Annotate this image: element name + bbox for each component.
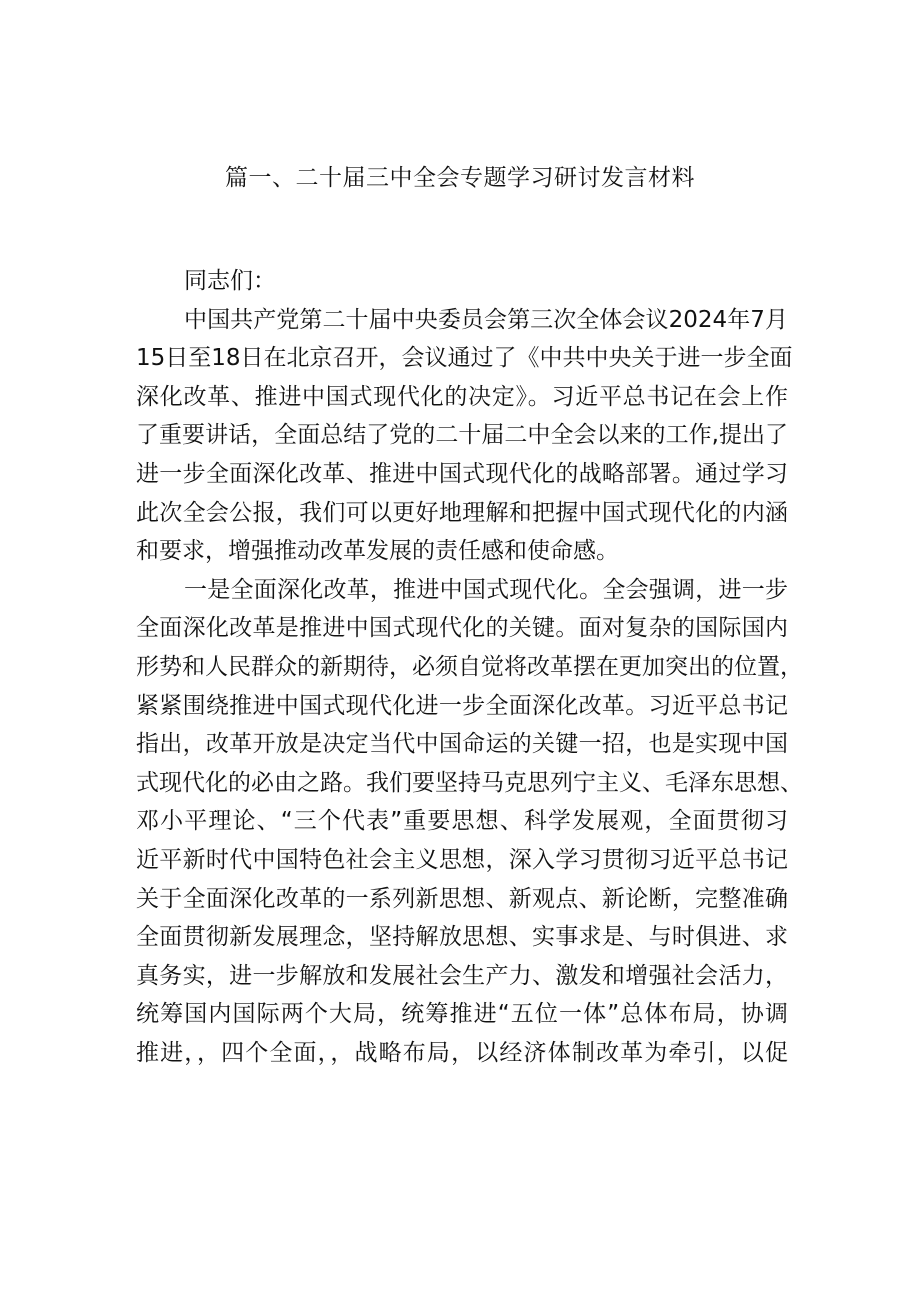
text-line: 指出，改革开放是决定当代中国命运的关键一招，也是实现中国 [136,731,788,758]
salutation: 同志们： [184,268,276,294]
text-line: 关于全面深化改革的一系列新思想、新观点、新论断，完整准确 [136,885,788,912]
text-line: 进一步全面深化改革、推进中国式现代化的战略部署。通过学习 [136,460,788,487]
text-line: 15日至18日在北京召开，会议通过了《中共中央关于进一步全面 [136,345,793,372]
text-line: 真务实，进一步解放和发展社会生产力、激发和增强社会活力， [136,962,788,989]
document-title: 篇一、二十届三中全会专题学习研讨发言材料 [225,165,695,191]
text-line: 紧紧围绕推进中国式现代化进一步全面深化改革。习近平总书记 [136,692,788,719]
text-line: 此次全会公报，我们可以更好地理解和把握中国式现代化的内涵 [136,499,788,526]
document-body [136,262,803,1072]
paragraph-2 [136,571,803,1073]
text-line: 邓小平理论、“三个代表”重要思想、科学发展观，全面贯彻习 [136,808,788,835]
text-line: 全面深化改革是推进中国式现代化的关键。面对复杂的国际国内 [136,615,788,642]
text-line: 式现代化的必由之路。我们要坚持马克思列宁主义、毛泽东思想、 [136,769,803,796]
text-line: 深化改革、推进中国式现代化的决定》。习近平总书记在会上作 [136,383,788,410]
text-line: 全面贯彻新发展理念，坚持解放思想、实事求是、与时俱进、求 [136,924,788,951]
text-line: 推进，，四个全面，，战略布局，以经济体制改革为牵引，以促 [136,1039,788,1066]
text-line: 形势和人民群众的新期待，必须自觉将改革摆在更加突出的位置， [136,653,803,680]
text-line: 一是全面深化改革，推进中国式现代化。全会强调，进一步 [184,576,788,603]
text-line: 了重要讲话，全面总结了党的二十届二中全会以来的工作,提出了 [136,422,788,449]
text-line: 统筹国内国际两个大局，统筹推进“五位一体”总体布局，协调 [136,1001,788,1028]
text-line: 近平新时代中国特色社会主义思想，深入学习贯彻习近平总书记 [136,846,788,873]
text-line: 和要求，增强推动改革发展的责任感和使命感。 [136,538,619,565]
paragraph-1 [136,301,793,571]
text-line: 中国共产党第二十届中央委员会第三次全体会议2024年7月 [184,306,788,333]
